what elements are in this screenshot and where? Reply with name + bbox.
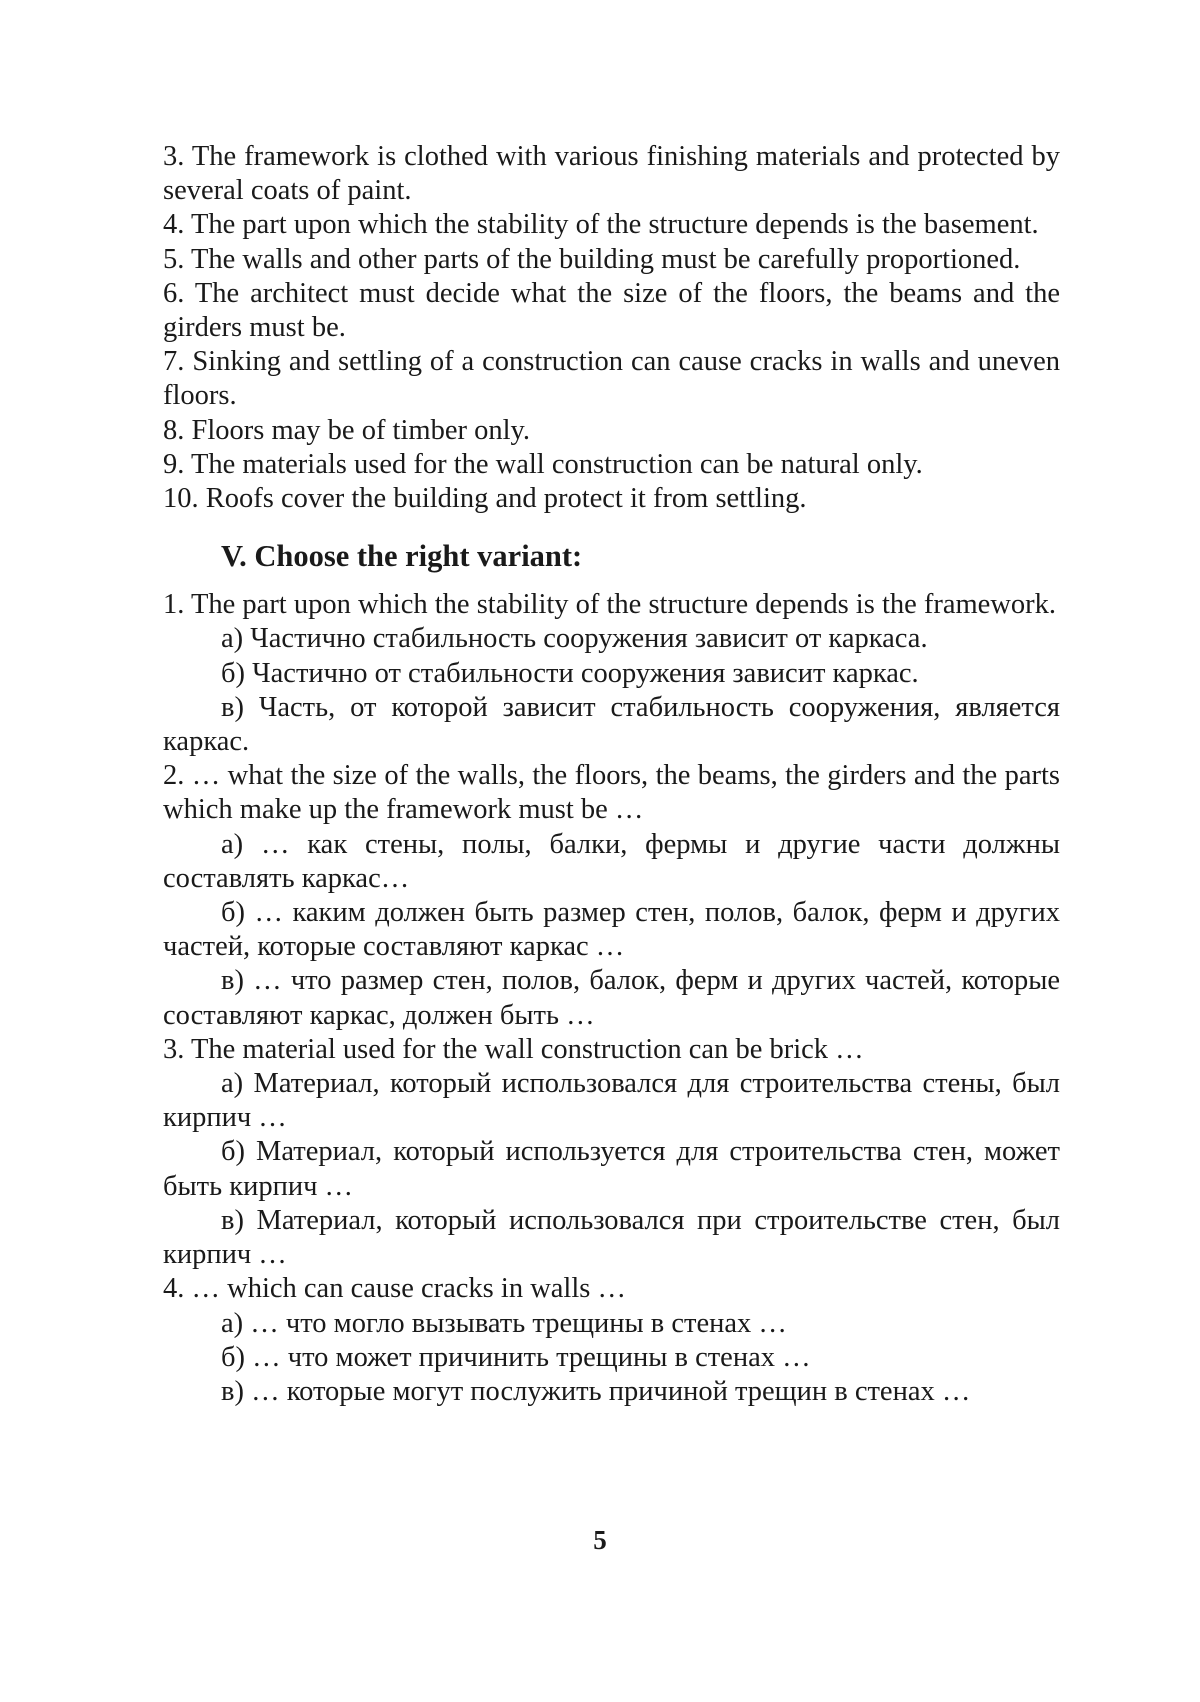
option-v: в) … что размер стен, полов, балок, ферм и других частей, которые составляют каркас, должен быть … (163, 965, 1060, 1031)
document-page (163, 140, 1060, 1409)
option-a: а) … как стены, полы, балки, фермы и другие части должны составлять каркас… (163, 828, 1060, 894)
option-a: а) … что могло вызывать трещины в стенах … (221, 1307, 787, 1339)
statement-6: 6. The architect must decide what the size of the floors, the beams and the girders must be. (163, 277, 1060, 344)
option-v: в) … которые могут послужить причиной трещин в стенах … (221, 1375, 971, 1407)
option-a: а) Материал, который использовался для строительства стены, был кирпич … (163, 1068, 1060, 1134)
question-list (163, 588, 1060, 1409)
question-3 (163, 1033, 1060, 1272)
option-b: б) … что может причинить трещины в стенах … (221, 1341, 811, 1373)
question-prompt: 2. … what the size of the walls, the floors, the beams, the girders and the parts which make up the framework must be … (163, 760, 1060, 826)
option-a: а) Частично стабильность сооружения зависит от каркаса. (221, 623, 928, 655)
option-b: б) Частично от стабильности сооружения зависит каркас. (221, 657, 919, 689)
option-b: б) … каким должен быть размер стен, полов, балок, ферм и других частей, которые составляют каркас … (163, 897, 1060, 963)
statement-list (163, 140, 1060, 516)
question-prompt: 4. … which can cause cracks in walls … (163, 1273, 626, 1305)
question-prompt: 3. The material used for the wall construction can be brick … (163, 1033, 864, 1065)
section-heading: V. Choose the right variant: (221, 539, 583, 574)
question-2 (163, 759, 1060, 1033)
option-v: в) Материал, который использовался при строительстве стен, был кирпич … (163, 1204, 1060, 1271)
statement-3: 3. The framework is clothed with various finishing materials and protected by several coats of paint. (163, 141, 1060, 207)
question-prompt: 1. The part upon which the stability of the structure depends is the framework. (163, 589, 1057, 621)
statement-9: 9. The materials used for the wall construction can be natural only. (163, 448, 923, 480)
option-b: б) Материал, который используется для строительства стен, может быть кирпич … (163, 1136, 1060, 1202)
statement-10: 10. Roofs cover the building and protect it from settling. (163, 483, 807, 515)
statement-7: 7. Sinking and settling of a construction can cause cracks in walls and uneven floors. (163, 346, 1060, 412)
statement-8: 8. Floors may be of timber only. (163, 414, 531, 446)
statement-4: 4. The part upon which the stability of the structure depends is the basement. (163, 209, 1039, 241)
option-v: в) Часть, от которой зависит стабильность сооружения, является каркас. (163, 691, 1060, 758)
statement-5: 5. The walls and other parts of the building must be carefully proportioned. (163, 243, 1021, 275)
page-number: 5 (593, 1525, 607, 1555)
question-4 (163, 1272, 1060, 1409)
question-1 (163, 588, 1060, 759)
